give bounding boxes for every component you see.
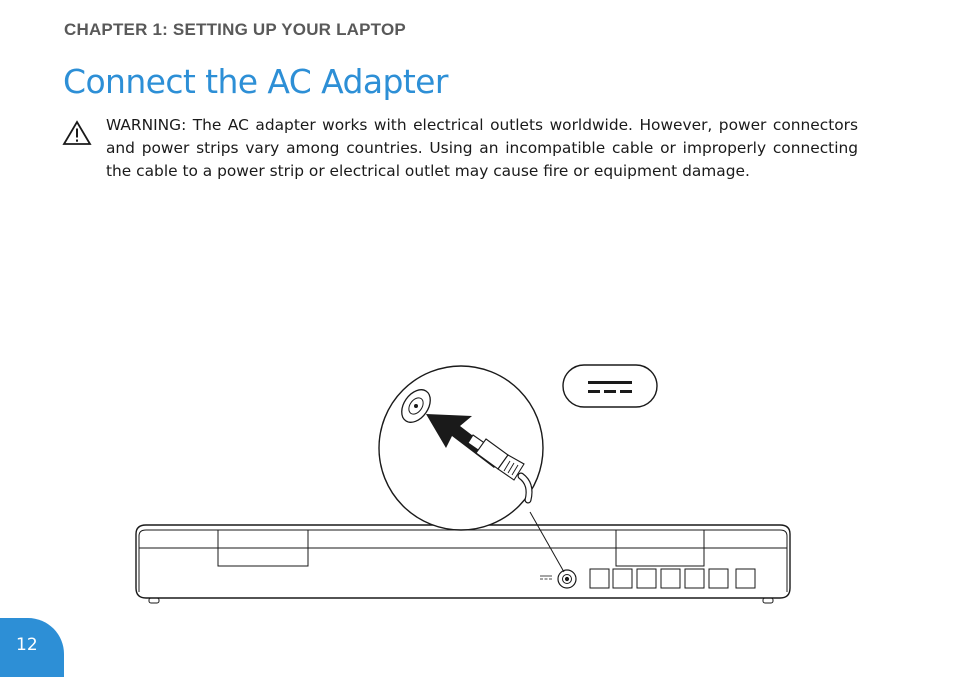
ac-adapter-connector-zoom [379, 366, 543, 530]
warning-text: WARNING: The AC adapter works with electrical outlets worldwide. However, power connectors and power strips vary among countries. Using an incompatible cable or improperly connecting the cable to a power strip or electrical outlet may cause fire or equipment damage. [106, 116, 858, 180]
chapter-heading: CHAPTER 1: SETTING UP YOUR LAPTOP [64, 20, 406, 39]
ac-adapter-illustration [130, 362, 794, 604]
dc-power-symbol-icon [563, 365, 657, 407]
page-number: 12 [16, 635, 38, 655]
page-title: Connect the AC Adapter [63, 62, 448, 101]
page-number-tab [0, 618, 64, 677]
callout-line [530, 512, 564, 572]
warning-triangle-icon [62, 120, 92, 146]
laptop-back-panel [136, 525, 790, 603]
